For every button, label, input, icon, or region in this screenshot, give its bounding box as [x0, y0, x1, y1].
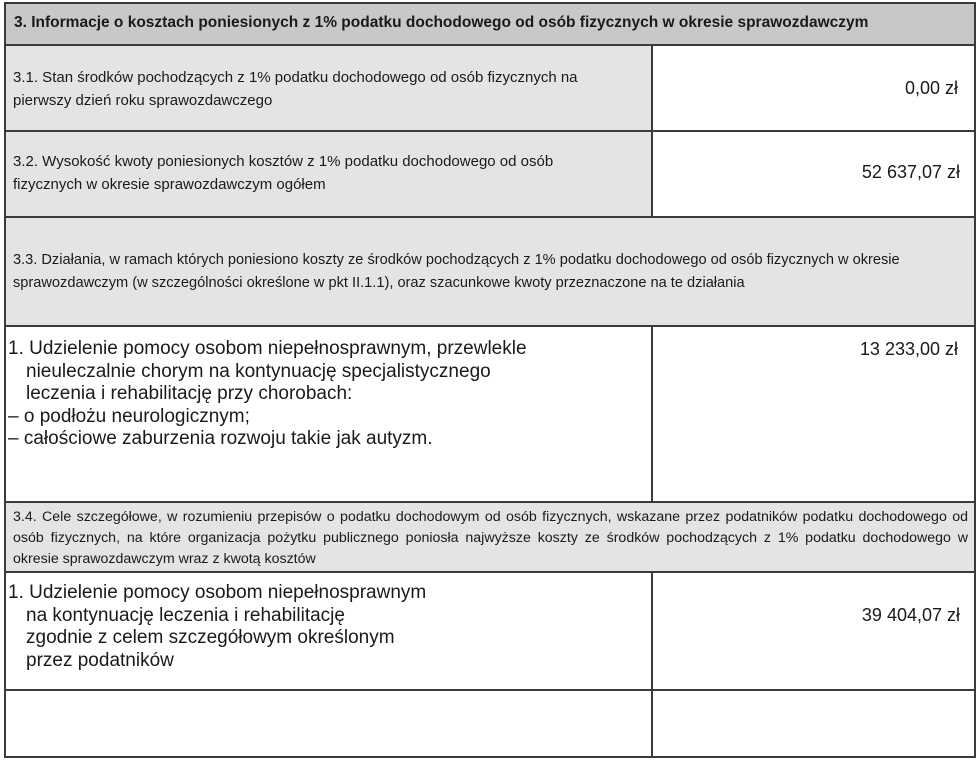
border-top [4, 2, 976, 4]
border-left [4, 2, 6, 758]
row-3-3-label: 3.3. Działania, w ramach których poniesiono koszty ze środków pochodzących z 1% podatku dochodowego od osób fizycznych w okresie sprawozdawczym (w szczególności określone w pkt II.1.1), oraz szacunkowe kwoty przeznaczone na te działania [13, 252, 900, 291]
row-3-4-item-line-3: zgodnie z celem szczegółowym określonym [26, 627, 395, 648]
divider-3-4-item [651, 571, 653, 758]
row-3-3-value-cell [653, 327, 974, 501]
border-after-3-3-item [4, 501, 976, 503]
row-3-2-value-cell [653, 132, 974, 216]
row-3-3-item-cell [6, 327, 651, 501]
row-3-3-item-line-3: leczenia i rehabilitację przy chorobach: [26, 383, 353, 404]
row-3-1-value-cell [653, 46, 974, 130]
row-3-4-item-line-4: przez podatników [26, 649, 174, 671]
row-3-2-value: 52 637,07 zł [861, 162, 960, 182]
row-3-3-item-line-4: – o podłożu neurologicznym; [8, 405, 250, 427]
row-3-4-label-cell [6, 503, 974, 571]
divider-3-3-item [651, 325, 653, 503]
border-after-3-3-header [4, 325, 976, 327]
row-3-1-label: 3.1. Stan środków pochodzących z 1% podatku dochodowego od osób fizycznych na pierwszy dzień roku sprawozdawczego [13, 69, 578, 109]
row-3-4-label: 3.4. Cele szczegółowe, w rozumieniu przepisów o podatku dochodowym od osób fizycznych, wskazane przez podatników podatku dochodowego od osób fizycznych, na które organizacja pożytku publicznego poniosła najwyższe koszty ze środków pochodzących z 1% podatku dochodowego w okresie sprawozdawczym wraz z kwotą kosztów [13, 509, 968, 567]
section-header [6, 4, 974, 45]
border-after-3-1 [4, 130, 976, 132]
row-3-4-value-cell [653, 573, 974, 689]
row-3-3-item-line-2: nieuleczalnie chorym na kontynuację specjalistycznego [26, 360, 491, 382]
divider-3-1-3-2 [651, 44, 653, 218]
row-3-3-item-line-1: 1. Udzielenie pomocy osobom niepełnosprawnym, przewlekle [8, 338, 527, 359]
row-3-2-label-cell [6, 132, 651, 216]
empty-row-value-cell [653, 691, 974, 757]
row-3-1-value: 0,00 zł [904, 78, 958, 98]
row-3-4-value: 39 404,07 zł [861, 605, 960, 625]
row-3-4-item-line-1: 1. Udzielenie pomocy osobom niepełnosprawnym [8, 582, 427, 603]
border-right [974, 2, 976, 758]
border-after-3-4-item [4, 689, 976, 691]
border-bottom [4, 756, 976, 758]
empty-row-label-cell [6, 691, 651, 757]
row-3-4-item-line-2: na kontynuację leczenia i rehabilitację [26, 604, 345, 626]
row-3-2-label: 3.2. Wysokość kwoty poniesionych kosztów z 1% podatku dochodowego od osób fizycznych w okresie sprawozdawczym ogółem [13, 153, 554, 193]
section-title: 3. Informacje o kosztach poniesionych z 1% podatku dochodowego od osób fizycznych w okresie sprawozdawczym [14, 14, 869, 31]
border-after-3-4-header [4, 571, 976, 573]
row-3-3-value: 13 233,00 zł [859, 339, 958, 359]
row-3-3-label-cell [6, 218, 974, 325]
row-3-3-item-line-5: – całościowe zaburzenia rozwoju takie jak autyzm. [8, 428, 433, 449]
row-3-4-item-cell [6, 573, 651, 689]
border-after-header [4, 44, 976, 46]
row-3-1-label-cell [6, 46, 651, 130]
border-after-3-2 [4, 216, 976, 218]
